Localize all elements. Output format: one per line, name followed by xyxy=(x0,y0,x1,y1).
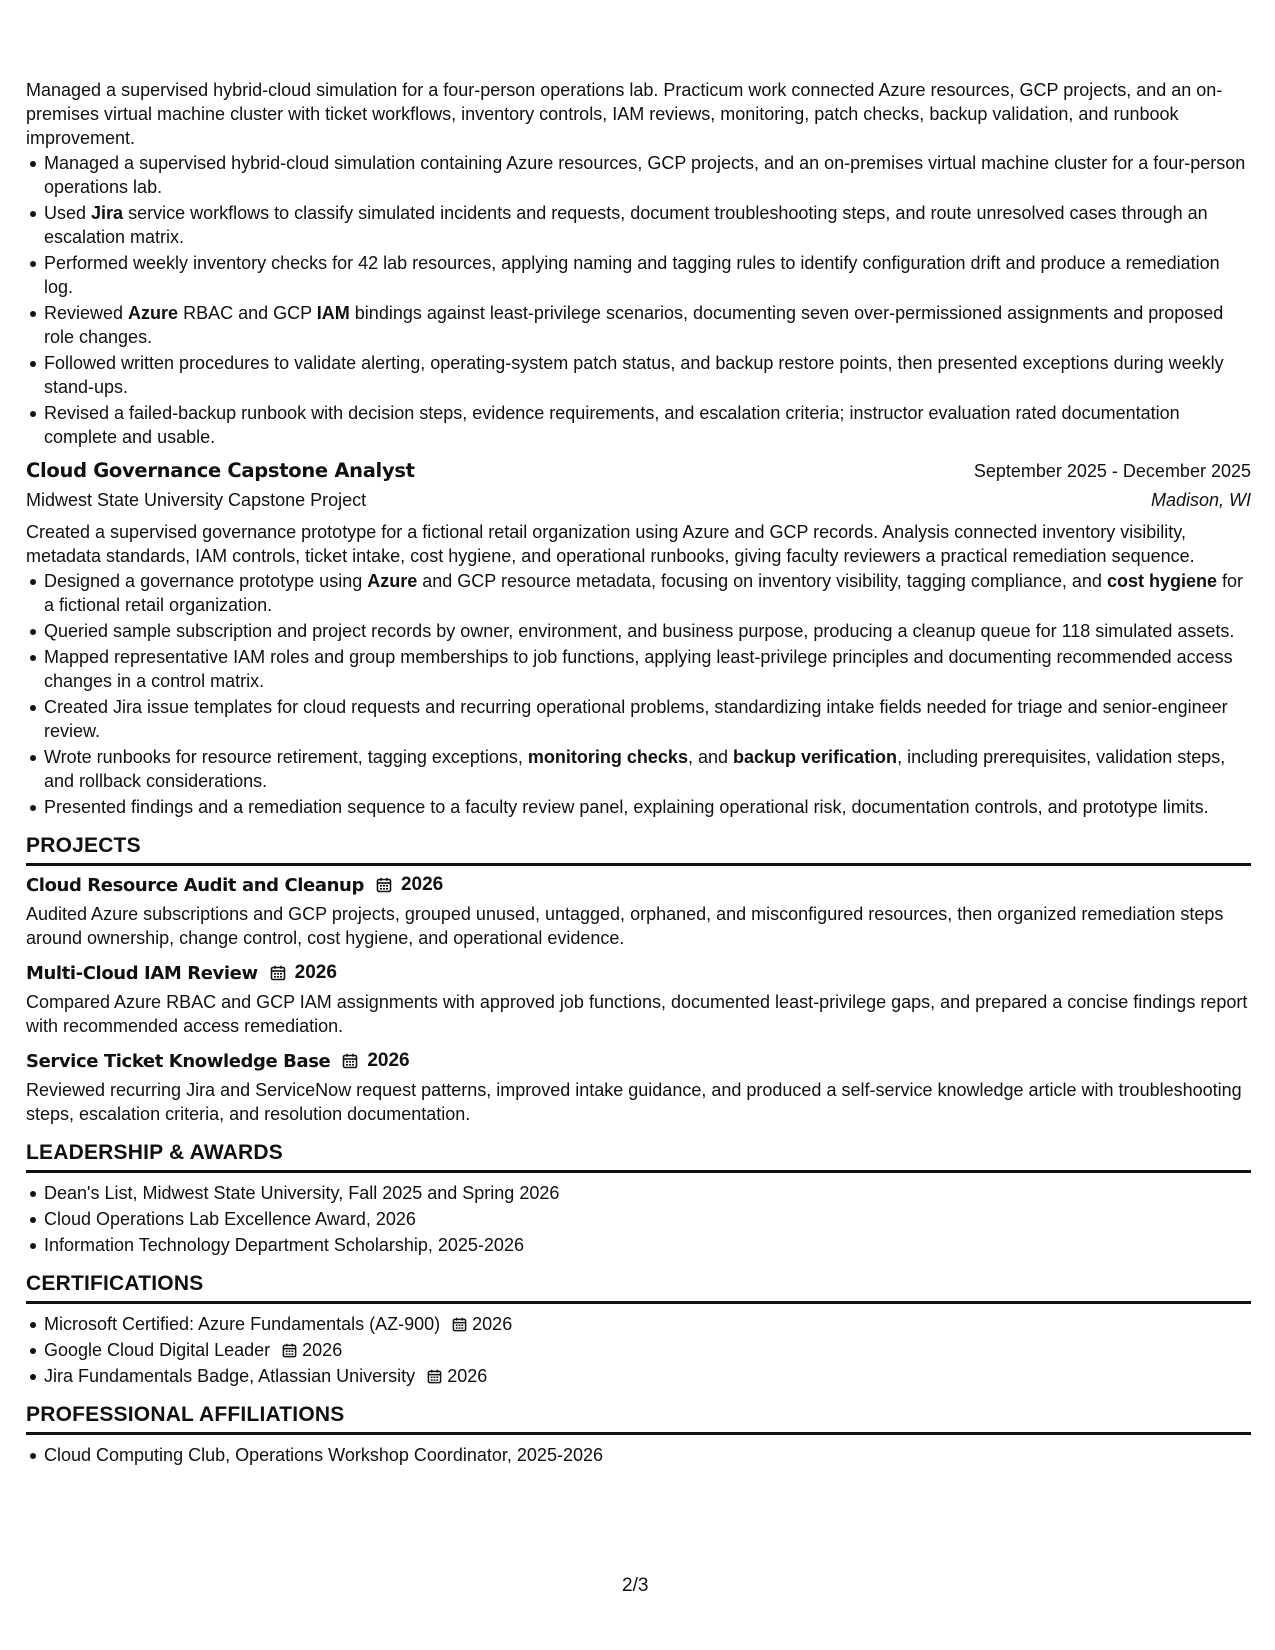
calendar-icon xyxy=(376,877,392,893)
project-name: Cloud Resource Audit and Cleanup xyxy=(26,874,364,896)
project-header xyxy=(26,1050,1251,1072)
project-name: Service Ticket Knowledge Base xyxy=(26,1050,331,1072)
calendar-icon xyxy=(282,1343,297,1358)
project-year: 2026 xyxy=(294,962,337,983)
section-title-leadership: LEADERSHIP & AWARDS xyxy=(26,1140,1251,1173)
list-item: Wrote runbooks for resource retirement, tagging exceptions, monitoring checks, and backup verification, including prerequisites, validation steps, and rollback considerations. xyxy=(26,745,1251,793)
capstone-bullet-list xyxy=(26,569,1251,819)
calendar-icon xyxy=(427,1369,442,1384)
capstone-header xyxy=(26,459,1251,482)
certification-year: 2026 xyxy=(302,1340,343,1360)
leadership-list xyxy=(26,1181,1251,1257)
project-year: 2026 xyxy=(367,1050,410,1071)
capstone-summary: Created a supervised governance prototype for a fictional retail organization using Azure and GCP records. Analysis connected inventory visibility, metadata standards, IAM controls, ticket intake, cost hygiene, and operational runbooks, giving faculty reviewers a practical remediation sequence. xyxy=(26,522,1195,566)
list-item xyxy=(26,1364,1251,1388)
certification-year: 2026 xyxy=(447,1366,488,1386)
certifications-list xyxy=(26,1312,1251,1388)
job-title: Cloud Governance Capstone Analyst xyxy=(26,459,415,482)
calendar-icon xyxy=(270,965,286,981)
project-header xyxy=(26,874,1251,896)
calendar-icon xyxy=(342,1053,358,1069)
lab-summary: Managed a supervised hybrid-cloud simulation for a four-person operations lab. Practicum work connected Azure resources, GCP projects, and an on-premises virtual machine cluster with ticket workflows, inventory controls, IAM reviews, monitoring, patch checks, backup validation, and runbook improvement. xyxy=(26,80,1223,148)
list-item: Used Jira service workflows to classify simulated incidents and requests, document troubleshooting steps, and route unresolved cases through an escalation matrix. xyxy=(26,201,1251,249)
certification-year: 2026 xyxy=(472,1314,513,1334)
list-item: Dean's List, Midwest State University, Fall 2025 and Spring 2026 xyxy=(26,1181,1251,1205)
lab-bullet-list xyxy=(26,151,1251,449)
list-item: Followed written procedures to validate alerting, operating-system patch status, and backup restore points, then presented exceptions during weekly stand-ups. xyxy=(26,351,1251,399)
section-title-certifications: CERTIFICATIONS xyxy=(26,1271,1251,1304)
list-item: Created Jira issue templates for cloud requests and recurring operational problems, standardizing intake fields needed for triage and senior-engineer review. xyxy=(26,695,1251,743)
certification-name: Jira Fundamentals Badge, Atlassian University xyxy=(44,1366,416,1386)
list-item: Managed a supervised hybrid-cloud simulation containing Azure resources, GCP projects, and an on-premises virtual machine cluster for a four-person operations lab. xyxy=(26,151,1251,199)
organization-name: Midwest State University Capstone Project xyxy=(26,490,367,510)
project-name: Multi-Cloud IAM Review xyxy=(26,962,258,984)
list-item: Information Technology Department Scholarship, 2025-2026 xyxy=(26,1233,1251,1257)
project-year: 2026 xyxy=(400,874,444,895)
certification-name: Google Cloud Digital Leader xyxy=(44,1340,271,1360)
list-item xyxy=(26,1312,1251,1336)
project-description: Reviewed recurring Jira and ServiceNow request patterns, improved intake guidance, and produced a self-service knowledge article with troubleshooting steps, escalation criteria, and resolution documentation. xyxy=(26,1080,1242,1124)
page-number: 2/3 xyxy=(622,1575,649,1596)
resume-page xyxy=(26,78,1251,1469)
project-description: Audited Azure subscriptions and GCP projects, grouped unused, untagged, orphaned, and misconfigured resources, then organized remediation steps around ownership, change control, cost hygiene, and operational evidence. xyxy=(26,904,1224,948)
list-item xyxy=(26,1338,1251,1362)
calendar-icon xyxy=(452,1317,467,1332)
project-description: Compared Azure RBAC and GCP IAM assignments with approved job functions, documented least-privilege gaps, and prepared a concise findings report with recommended access remediation. xyxy=(26,992,1248,1036)
list-item: Queried sample subscription and project records by owner, environment, and business purpose, producing a cleanup queue for 118 simulated assets. xyxy=(26,619,1251,643)
job-dates: September 2025 - December 2025 xyxy=(973,461,1251,481)
list-item: Revised a failed-backup runbook with decision steps, evidence requirements, and escalation criteria; instructor evaluation rated documentation complete and usable. xyxy=(26,401,1251,449)
list-item: Performed weekly inventory checks for 42 lab resources, applying naming and tagging rules to identify configuration drift and produce a remediation log. xyxy=(26,251,1251,299)
capstone-org-row xyxy=(26,490,1251,511)
affiliations-list xyxy=(26,1443,1251,1467)
certification-name: Microsoft Certified: Azure Fundamentals (AZ-900) xyxy=(44,1314,441,1334)
list-item: Reviewed Azure RBAC and GCP IAM bindings against least-privilege scenarios, documenting seven over-permissioned assignments and proposed role changes. xyxy=(26,301,1251,349)
list-item: Cloud Operations Lab Excellence Award, 2026 xyxy=(26,1207,1251,1231)
organization-location: Madison, WI xyxy=(1150,490,1251,510)
list-item: Designed a governance prototype using Azure and GCP resource metadata, focusing on inventory visibility, tagging compliance, and cost hygiene for a fictional retail organization. xyxy=(26,569,1251,617)
section-title-affiliations: PROFESSIONAL AFFILIATIONS xyxy=(26,1402,1251,1435)
list-item: Cloud Computing Club, Operations Workshop Coordinator, 2025-2026 xyxy=(26,1443,1251,1467)
list-item: Mapped representative IAM roles and group memberships to job functions, applying least-privilege principles and documenting recommended access changes in a control matrix. xyxy=(26,645,1251,693)
project-header xyxy=(26,962,1251,984)
section-title-projects: PROJECTS xyxy=(26,833,1251,866)
list-item: Presented findings and a remediation sequence to a faculty review panel, explaining operational risk, documentation controls, and prototype limits. xyxy=(26,795,1251,819)
